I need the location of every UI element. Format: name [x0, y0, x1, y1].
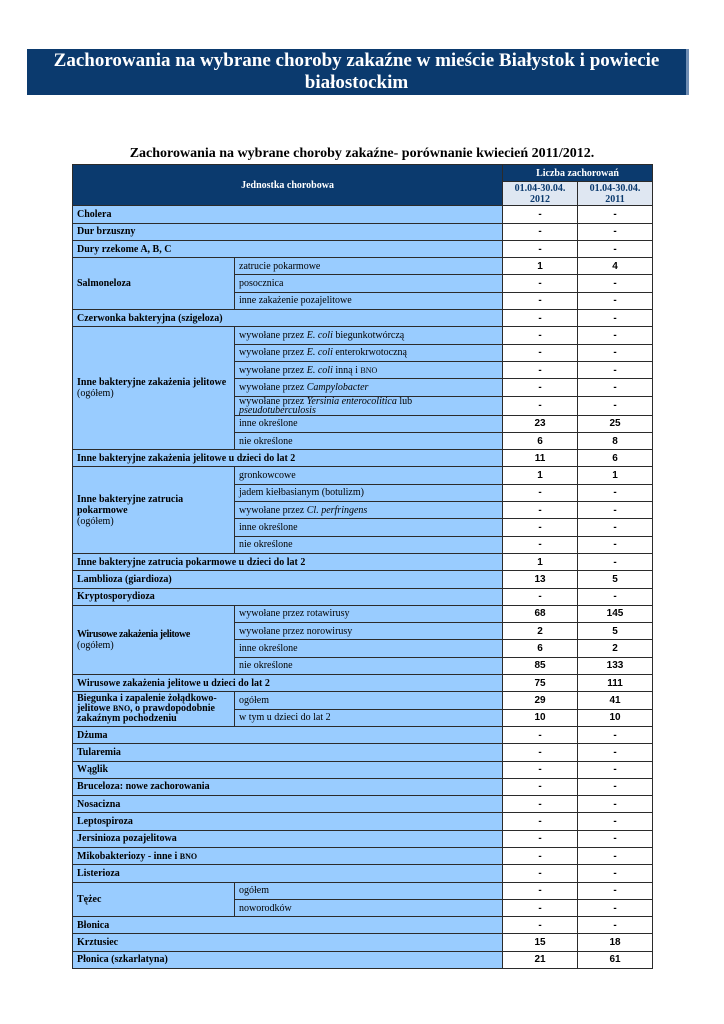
value-2012: -	[503, 502, 578, 519]
value-2012: -	[503, 396, 578, 415]
table-row	[73, 917, 653, 934]
header-row-1	[73, 165, 653, 182]
table-caption: Zachorowania na wybrane choroby zakaźne- porównanie kwiecień 2011/2012.	[129, 146, 595, 161]
sub-label: wywołane przez E. coli inną i BNO	[235, 361, 503, 378]
sub-label: nie określone	[235, 432, 503, 449]
value-2012: -	[503, 519, 578, 536]
table-row	[73, 240, 653, 257]
table-row	[73, 675, 653, 692]
value-2012: 21	[503, 951, 578, 968]
value-2012: -	[503, 882, 578, 899]
value-2011: 2	[578, 640, 653, 657]
value-2012: -	[503, 761, 578, 778]
table-row	[73, 882, 653, 899]
value-2012: -	[503, 778, 578, 795]
sub-label: nie określone	[235, 536, 503, 553]
header-unit: Jednostka chorobowa	[73, 165, 503, 206]
row-label: Cholera	[73, 206, 503, 223]
value-2012: -	[503, 379, 578, 396]
value-2011: -	[578, 865, 653, 882]
value-2011: -	[578, 327, 653, 344]
header-col-2011: 01.04-30.04. 2011	[578, 182, 653, 206]
value-2011: -	[578, 484, 653, 501]
value-2011: 8	[578, 432, 653, 449]
value-2012: -	[503, 223, 578, 240]
value-2011: 25	[578, 415, 653, 432]
row-label: Wirusowe zakażenia jelitowe u dzieci do lat 2	[73, 675, 503, 692]
value-2011: -	[578, 796, 653, 813]
table-row	[73, 761, 653, 778]
value-2011: -	[578, 830, 653, 847]
header-count: Liczba zachorowań	[503, 165, 653, 182]
table-row	[73, 571, 653, 588]
table-row	[73, 467, 653, 484]
value-2012: -	[503, 899, 578, 916]
value-2011: -	[578, 847, 653, 864]
table-row	[73, 310, 653, 327]
table-row	[73, 206, 653, 223]
table-row	[73, 327, 653, 344]
row-label: Dżuma	[73, 726, 503, 743]
row-label: Mikobakteriozy - inne i BNO	[73, 847, 503, 864]
row-label: Nosacizna	[73, 796, 503, 813]
value-2012: 1	[503, 553, 578, 570]
value-2012: -	[503, 744, 578, 761]
value-2011: -	[578, 726, 653, 743]
sub-label: gronkowcowe	[235, 467, 503, 484]
value-2012: -	[503, 327, 578, 344]
value-2012: 23	[503, 415, 578, 432]
value-2012: -	[503, 292, 578, 309]
group-label: Biegunka i zapalenie żołądkowo-jelitowe BNO, o prawdopodobnie zakaźnym pochodzeniu	[73, 692, 235, 727]
value-2012: -	[503, 484, 578, 501]
group-label-text: Wirusowe zakażenia jelitowe	[77, 628, 190, 640]
table-row	[73, 692, 653, 709]
table-row	[73, 744, 653, 761]
value-2012: 85	[503, 657, 578, 674]
page-banner-title	[27, 49, 689, 95]
table-row	[73, 847, 653, 864]
table-row	[73, 934, 653, 951]
sub-label: posocznica	[235, 275, 503, 292]
value-2012: 6	[503, 432, 578, 449]
value-2012: -	[503, 813, 578, 830]
row-label: Lamblioza (giardioza)	[73, 571, 503, 588]
sub-label: inne określone	[235, 415, 503, 432]
row-label: Bruceloza: nowe zachorowania	[73, 778, 503, 795]
table-row	[73, 258, 653, 275]
value-2011: 4	[578, 258, 653, 275]
sub-label: noworodków	[235, 899, 503, 916]
value-2011: -	[578, 899, 653, 916]
sub-label: zatrucie pokarmowe	[235, 258, 503, 275]
value-2012: -	[503, 206, 578, 223]
group-label	[73, 605, 235, 674]
group-label-text: Inne bakteryjne zatrucia pokarmowe	[77, 493, 184, 516]
value-2011: -	[578, 310, 653, 327]
value-2012: 1	[503, 258, 578, 275]
value-2011: -	[578, 292, 653, 309]
table-row	[73, 726, 653, 743]
row-label: Dur brzuszny	[73, 223, 503, 240]
value-2012: 10	[503, 709, 578, 726]
sub-label: inne określone	[235, 640, 503, 657]
row-label: Wąglik	[73, 761, 503, 778]
table-row	[73, 553, 653, 570]
value-2012: 29	[503, 692, 578, 709]
value-2011: 10	[578, 709, 653, 726]
header-col-2012: 01.04-30.04. 2012	[503, 182, 578, 206]
sub-label: nie określone	[235, 657, 503, 674]
value-2012: -	[503, 830, 578, 847]
group-label	[73, 327, 235, 450]
value-2011: -	[578, 917, 653, 934]
row-label: Kryptosporydioza	[73, 588, 503, 605]
sub-label: jadem kiełbasianym (botulizm)	[235, 484, 503, 501]
value-2011: -	[578, 778, 653, 795]
row-label: Krztusiec	[73, 934, 503, 951]
table-row	[73, 796, 653, 813]
value-2011: -	[578, 882, 653, 899]
row-label: Jersinioza pozajelitowa	[73, 830, 503, 847]
table-row	[73, 588, 653, 605]
value-2011: -	[578, 344, 653, 361]
value-2012: -	[503, 310, 578, 327]
value-2011: -	[578, 519, 653, 536]
sub-label: wywołane przez norowirusy	[235, 623, 503, 640]
table-row	[73, 865, 653, 882]
value-2011: -	[578, 396, 653, 415]
value-2011: -	[578, 275, 653, 292]
value-2012: -	[503, 588, 578, 605]
value-2012: 11	[503, 450, 578, 467]
value-2012: 13	[503, 571, 578, 588]
table-row	[73, 605, 653, 622]
value-2011: -	[578, 813, 653, 830]
table-row	[73, 813, 653, 830]
value-2011: -	[578, 553, 653, 570]
value-2012: -	[503, 865, 578, 882]
sub-label: wywołane przez rotawirusy	[235, 605, 503, 622]
table-row	[73, 830, 653, 847]
disease-table	[72, 164, 653, 969]
value-2011: 41	[578, 692, 653, 709]
value-2012: 15	[503, 934, 578, 951]
value-2011: -	[578, 588, 653, 605]
value-2011: 61	[578, 951, 653, 968]
group-label: Salmoneloza	[73, 258, 235, 310]
sub-label: wywołane przez Cl. perfringens	[235, 502, 503, 519]
value-2011: -	[578, 206, 653, 223]
value-2012: -	[503, 344, 578, 361]
group-label-text: Inne bakteryjne zakażenia jelitowe	[77, 377, 227, 389]
value-2011: -	[578, 223, 653, 240]
value-2012: -	[503, 847, 578, 864]
table-row	[73, 778, 653, 795]
group-label-extra: (ogółem)	[77, 639, 114, 651]
value-2012: -	[503, 361, 578, 378]
value-2011: -	[578, 744, 653, 761]
row-label: Czerwonka bakteryjna (szigeloza)	[73, 310, 503, 327]
row-label: Inne bakteryjne zakażenia jelitowe u dzieci do lat 2	[73, 450, 503, 467]
sub-label: wywołane przez E. coli enterokrwotoczną	[235, 344, 503, 361]
value-2011: 133	[578, 657, 653, 674]
sub-label: wywołane przez Campylobacter	[235, 379, 503, 396]
row-label: Leptospiroza	[73, 813, 503, 830]
value-2011: 18	[578, 934, 653, 951]
row-label: Inne bakteryjne zatrucia pokarmowe u dzieci do lat 2	[73, 553, 503, 570]
value-2011: 6	[578, 450, 653, 467]
value-2011: -	[578, 379, 653, 396]
sub-label: ogółem	[235, 692, 503, 709]
group-label	[73, 467, 235, 553]
value-2011: 111	[578, 675, 653, 692]
value-2011: 1	[578, 467, 653, 484]
sub-label: inne określone	[235, 519, 503, 536]
value-2012: 6	[503, 640, 578, 657]
value-2011: -	[578, 761, 653, 778]
value-2011: -	[578, 536, 653, 553]
value-2012: -	[503, 240, 578, 257]
row-label: Listerioza	[73, 865, 503, 882]
value-2011: 5	[578, 623, 653, 640]
banner-title-text: Zachorowania na wybrane choroby zakaźne w mieście Białystok i powiecie białostockim	[53, 50, 660, 93]
table-row	[73, 450, 653, 467]
value-2011: -	[578, 240, 653, 257]
row-label: Dury rzekome A, B, C	[73, 240, 503, 257]
row-label: Błonica	[73, 917, 503, 934]
row-label: Tularemia	[73, 744, 503, 761]
sub-label: ogółem	[235, 882, 503, 899]
row-label: Płonica (szkarlatyna)	[73, 951, 503, 968]
value-2012: -	[503, 796, 578, 813]
value-2011: -	[578, 502, 653, 519]
sub-label: w tym u dzieci do lat 2	[235, 709, 503, 726]
value-2011: 145	[578, 605, 653, 622]
value-2012: -	[503, 726, 578, 743]
value-2012: 75	[503, 675, 578, 692]
sub-label: wywołane przez Yersinia enterocolitica lub pseudotuberculosis	[235, 396, 503, 415]
value-2011: -	[578, 361, 653, 378]
value-2012: -	[503, 917, 578, 934]
value-2012: 1	[503, 467, 578, 484]
sub-label: wywołane przez E. coli biegunkotwórczą	[235, 327, 503, 344]
value-2012: -	[503, 275, 578, 292]
group-label-extra: (ogółem)	[77, 515, 114, 527]
table-row	[73, 223, 653, 240]
table-row	[73, 951, 653, 968]
value-2012: 2	[503, 623, 578, 640]
sub-label: inne zakażenie pozajelitowe	[235, 292, 503, 309]
group-label-extra: (ogółem)	[77, 388, 114, 400]
group-label: Tężec	[73, 882, 235, 917]
value-2012: -	[503, 536, 578, 553]
value-2012: 68	[503, 605, 578, 622]
value-2011: 5	[578, 571, 653, 588]
